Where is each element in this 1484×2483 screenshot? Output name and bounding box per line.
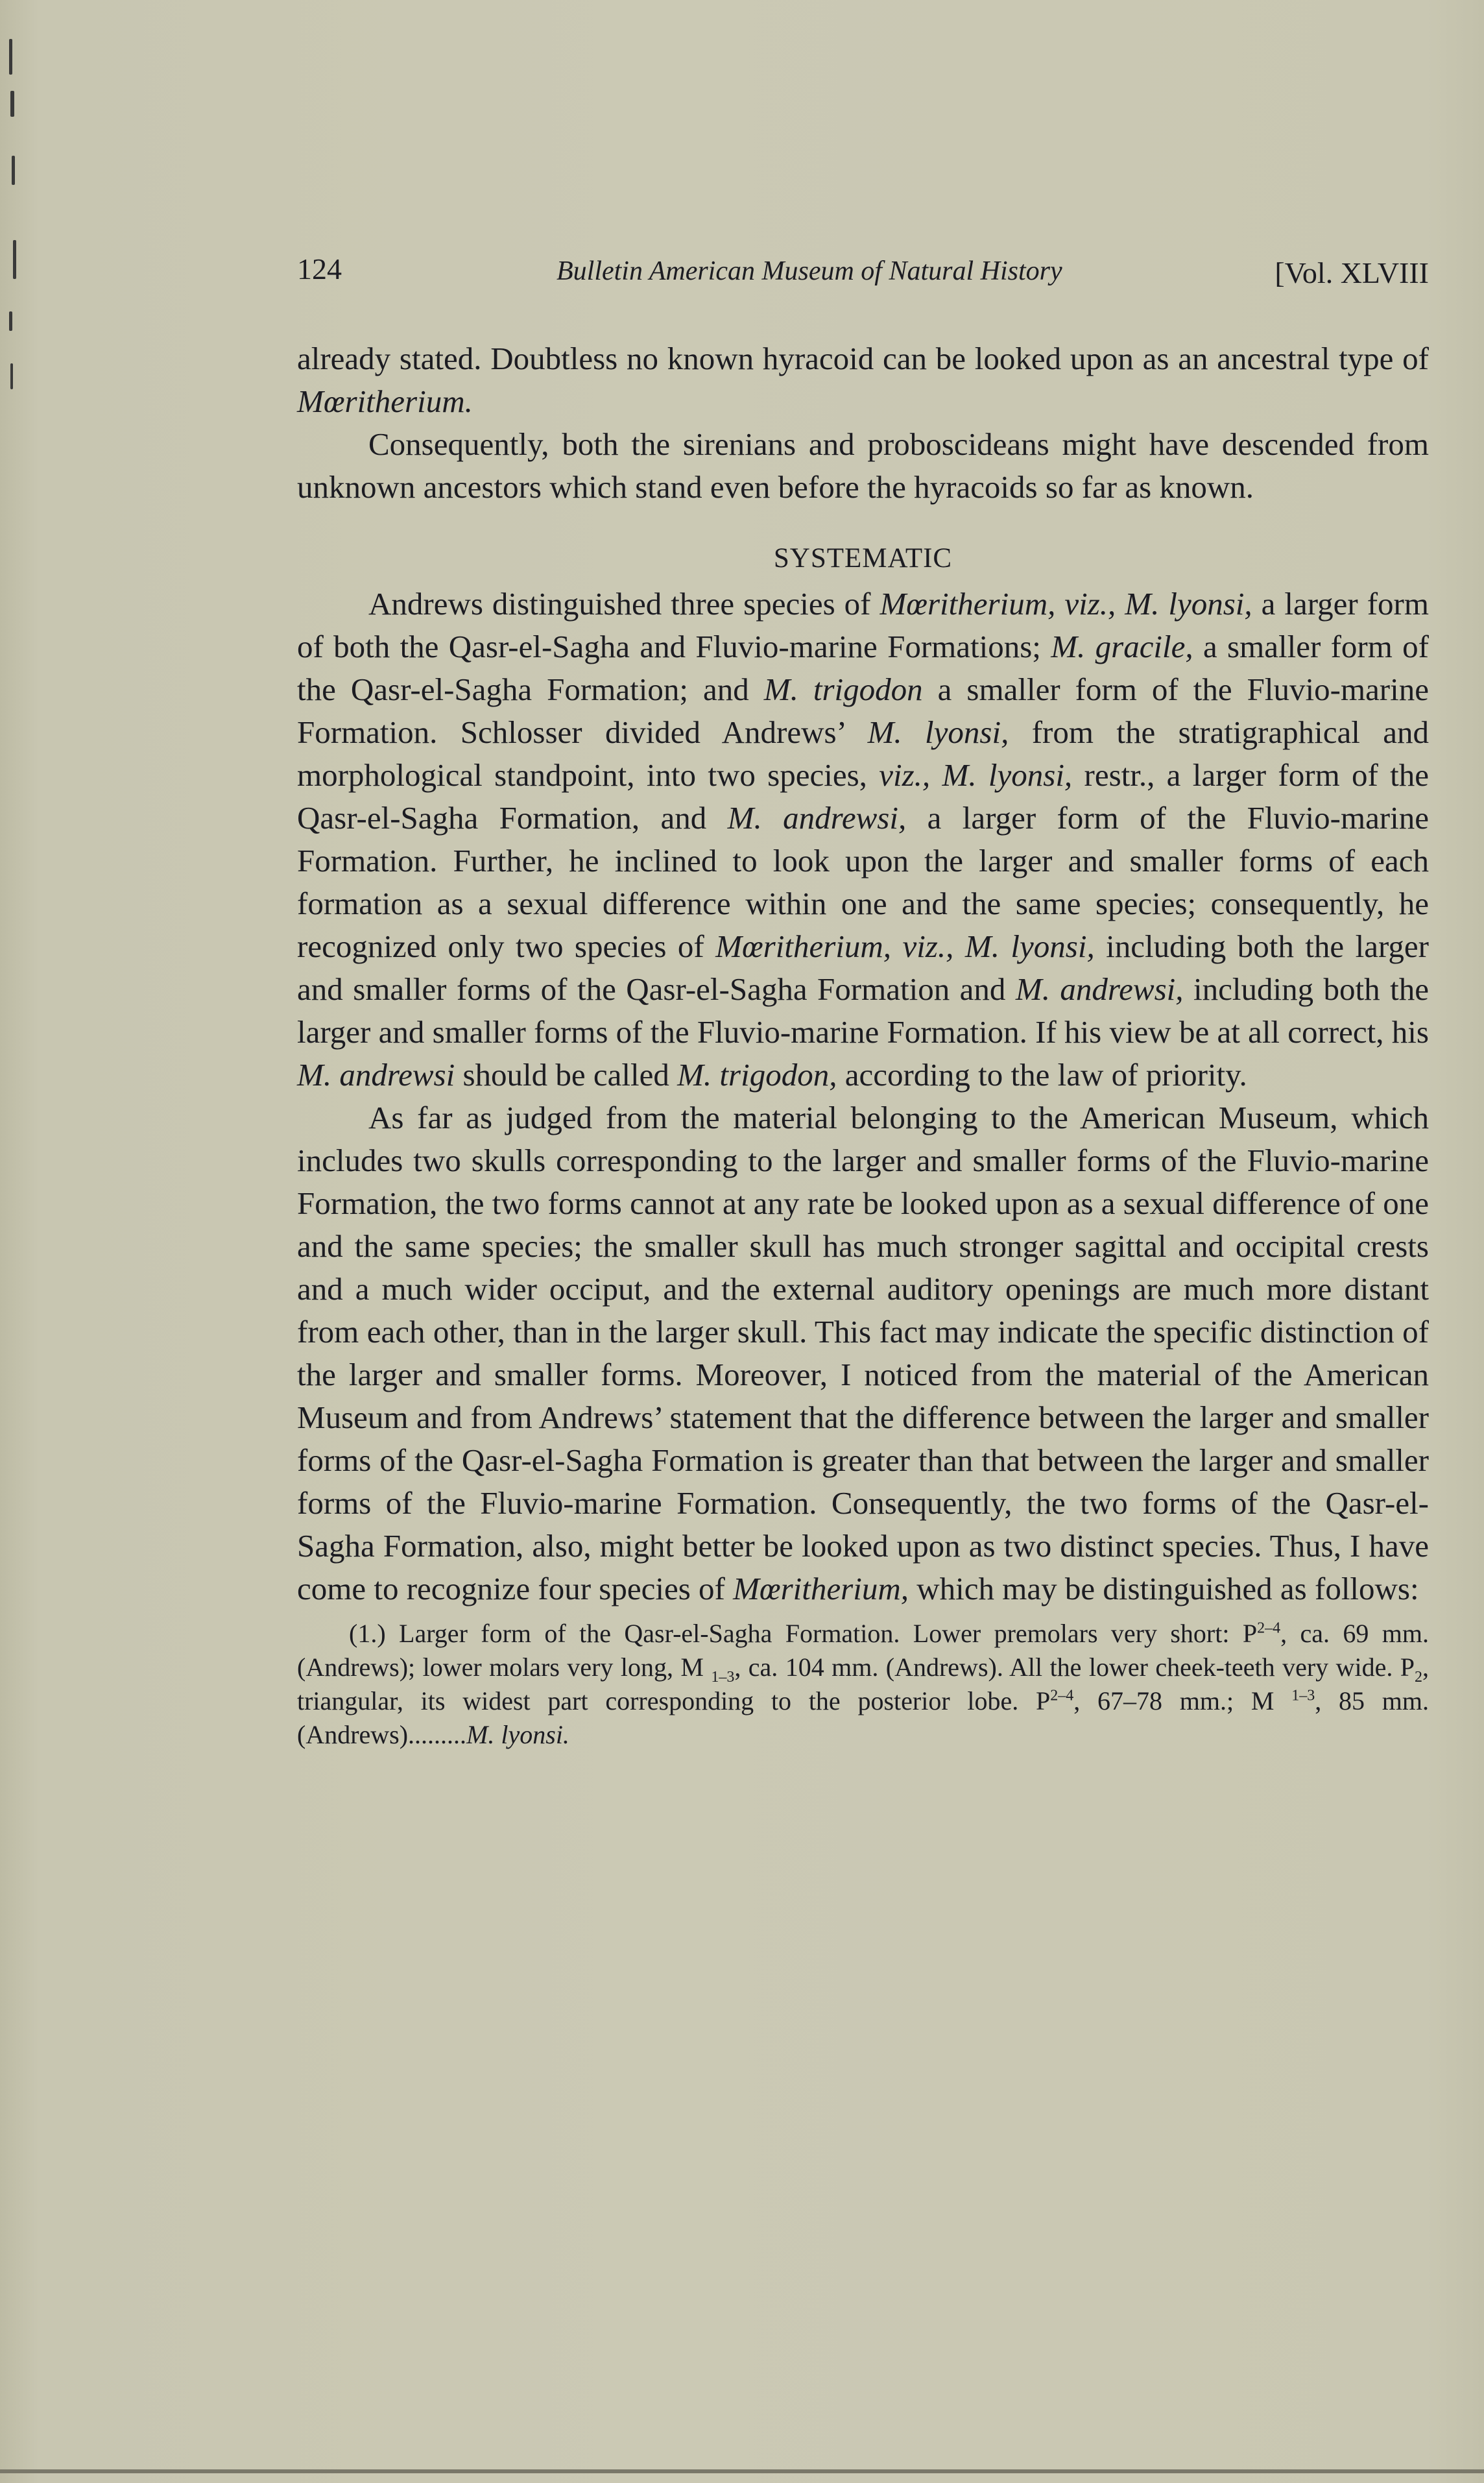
body-text (297, 337, 1429, 1752)
page-number: 124 (297, 252, 342, 285)
paragraph-consequently: Consequently, both the sirenians and proboscideans might have descended from unknown ancestors which stand even before the hyracoids so far as known. (297, 426, 1429, 505)
binding-mark (12, 156, 15, 185)
binding-mark (10, 91, 14, 117)
binding-mark (10, 363, 13, 389)
species-key-entry: (1.) Larger form of the Qasr-el-Sagha Formation. Lower premolars very short: $P^{2-4}$, ca. 69 mm. (Andrews); lower molars very long, M $_{1-3}$, ca. 104 mm. (Andrews). All the lower cheek-teeth very wide. $P_2$, triangular, its widest part corresponding to the posterior lobe. $P^{2-4}$, 67–78 mm.; M $^{1-3}$, 85 mm. (Andrews).........M. lyonsi. (297, 1619, 1430, 1749)
volume-label: [Vol. XLVIII (1275, 256, 1429, 289)
species-name: M. lyonsi. (466, 1720, 569, 1749)
bottom-edge-rule (0, 2469, 1484, 2473)
paragraph-continued: already stated. Doubtless no known hyracoid can be looked upon as an ancestral type of Mœritherium. (297, 341, 1429, 419)
running-title: Bulletin American Museum of Natural History (556, 256, 1062, 286)
binding-mark (9, 311, 12, 331)
binding-mark (9, 39, 12, 75)
page-header (297, 252, 1429, 298)
paragraph-andrews: Andrews distinguished three species of Mœritherium, viz., M. lyonsi, a larger form of both the Qasr-el-Sagha and Fluvio-marine Formations; M. gracile, a smaller form of the Qasr-el-Sagha Formation; and M. trigodon a smaller form of the Fluvio-marine Formation. Schlosser divided Andrews’ M. lyonsi, from the stratigraphical and morphological standpoint, into two species, viz., M. lyonsi, restr., a larger form of the Qasr-el-Sagha Formation, and M. andrewsi, a larger form of the Fluvio-marine Formation. Further, he inclined to look upon the larger and smaller forms of each formation as a sexual difference within one and the same species; consequently, he recognized only two species of Mœritherium, viz., M. lyonsi, including both the larger and smaller forms of the Qasr-el-Sagha Formation and M. andrewsi, including both the larger and smaller forms of the Fluvio-marine Formation. If his view be at all correct, his M. andrewsi should be called M. trigodon, according to the law of priority. (297, 586, 1429, 1093)
paragraph-american-museum: As far as judged from the material belonging to the American Museum, which includes two skulls corresponding to the larger and smaller forms of the Fluvio-marine Formation, the two forms cannot at any rate be looked upon as a sexual difference of one and the same species; the smaller skull has much stronger sagittal and occipital crests and a much wider occiput, and the external auditory openings are much more distant from each other, than in the larger skull. This fact may indicate the specific distinction of the larger and smaller forms. Moreover, I noticed from the material of the American Museum and from Andrews’ statement that the difference between the larger and smaller forms of the Qasr-el-Sagha Formation is greater than that between the larger and smaller forms of the Fluvio-marine Formation. Consequently, the two forms of the Qasr-el-Sagha Formation, also, might better be looked upon as two distinct species. Thus, I have come to recognize four species of Mœritherium, which may be distinguished as follows: (297, 1100, 1429, 1606)
binding-mark (13, 240, 16, 279)
key-number: (1.) (349, 1619, 386, 1648)
section-heading: SYSTEMATIC (773, 543, 953, 574)
